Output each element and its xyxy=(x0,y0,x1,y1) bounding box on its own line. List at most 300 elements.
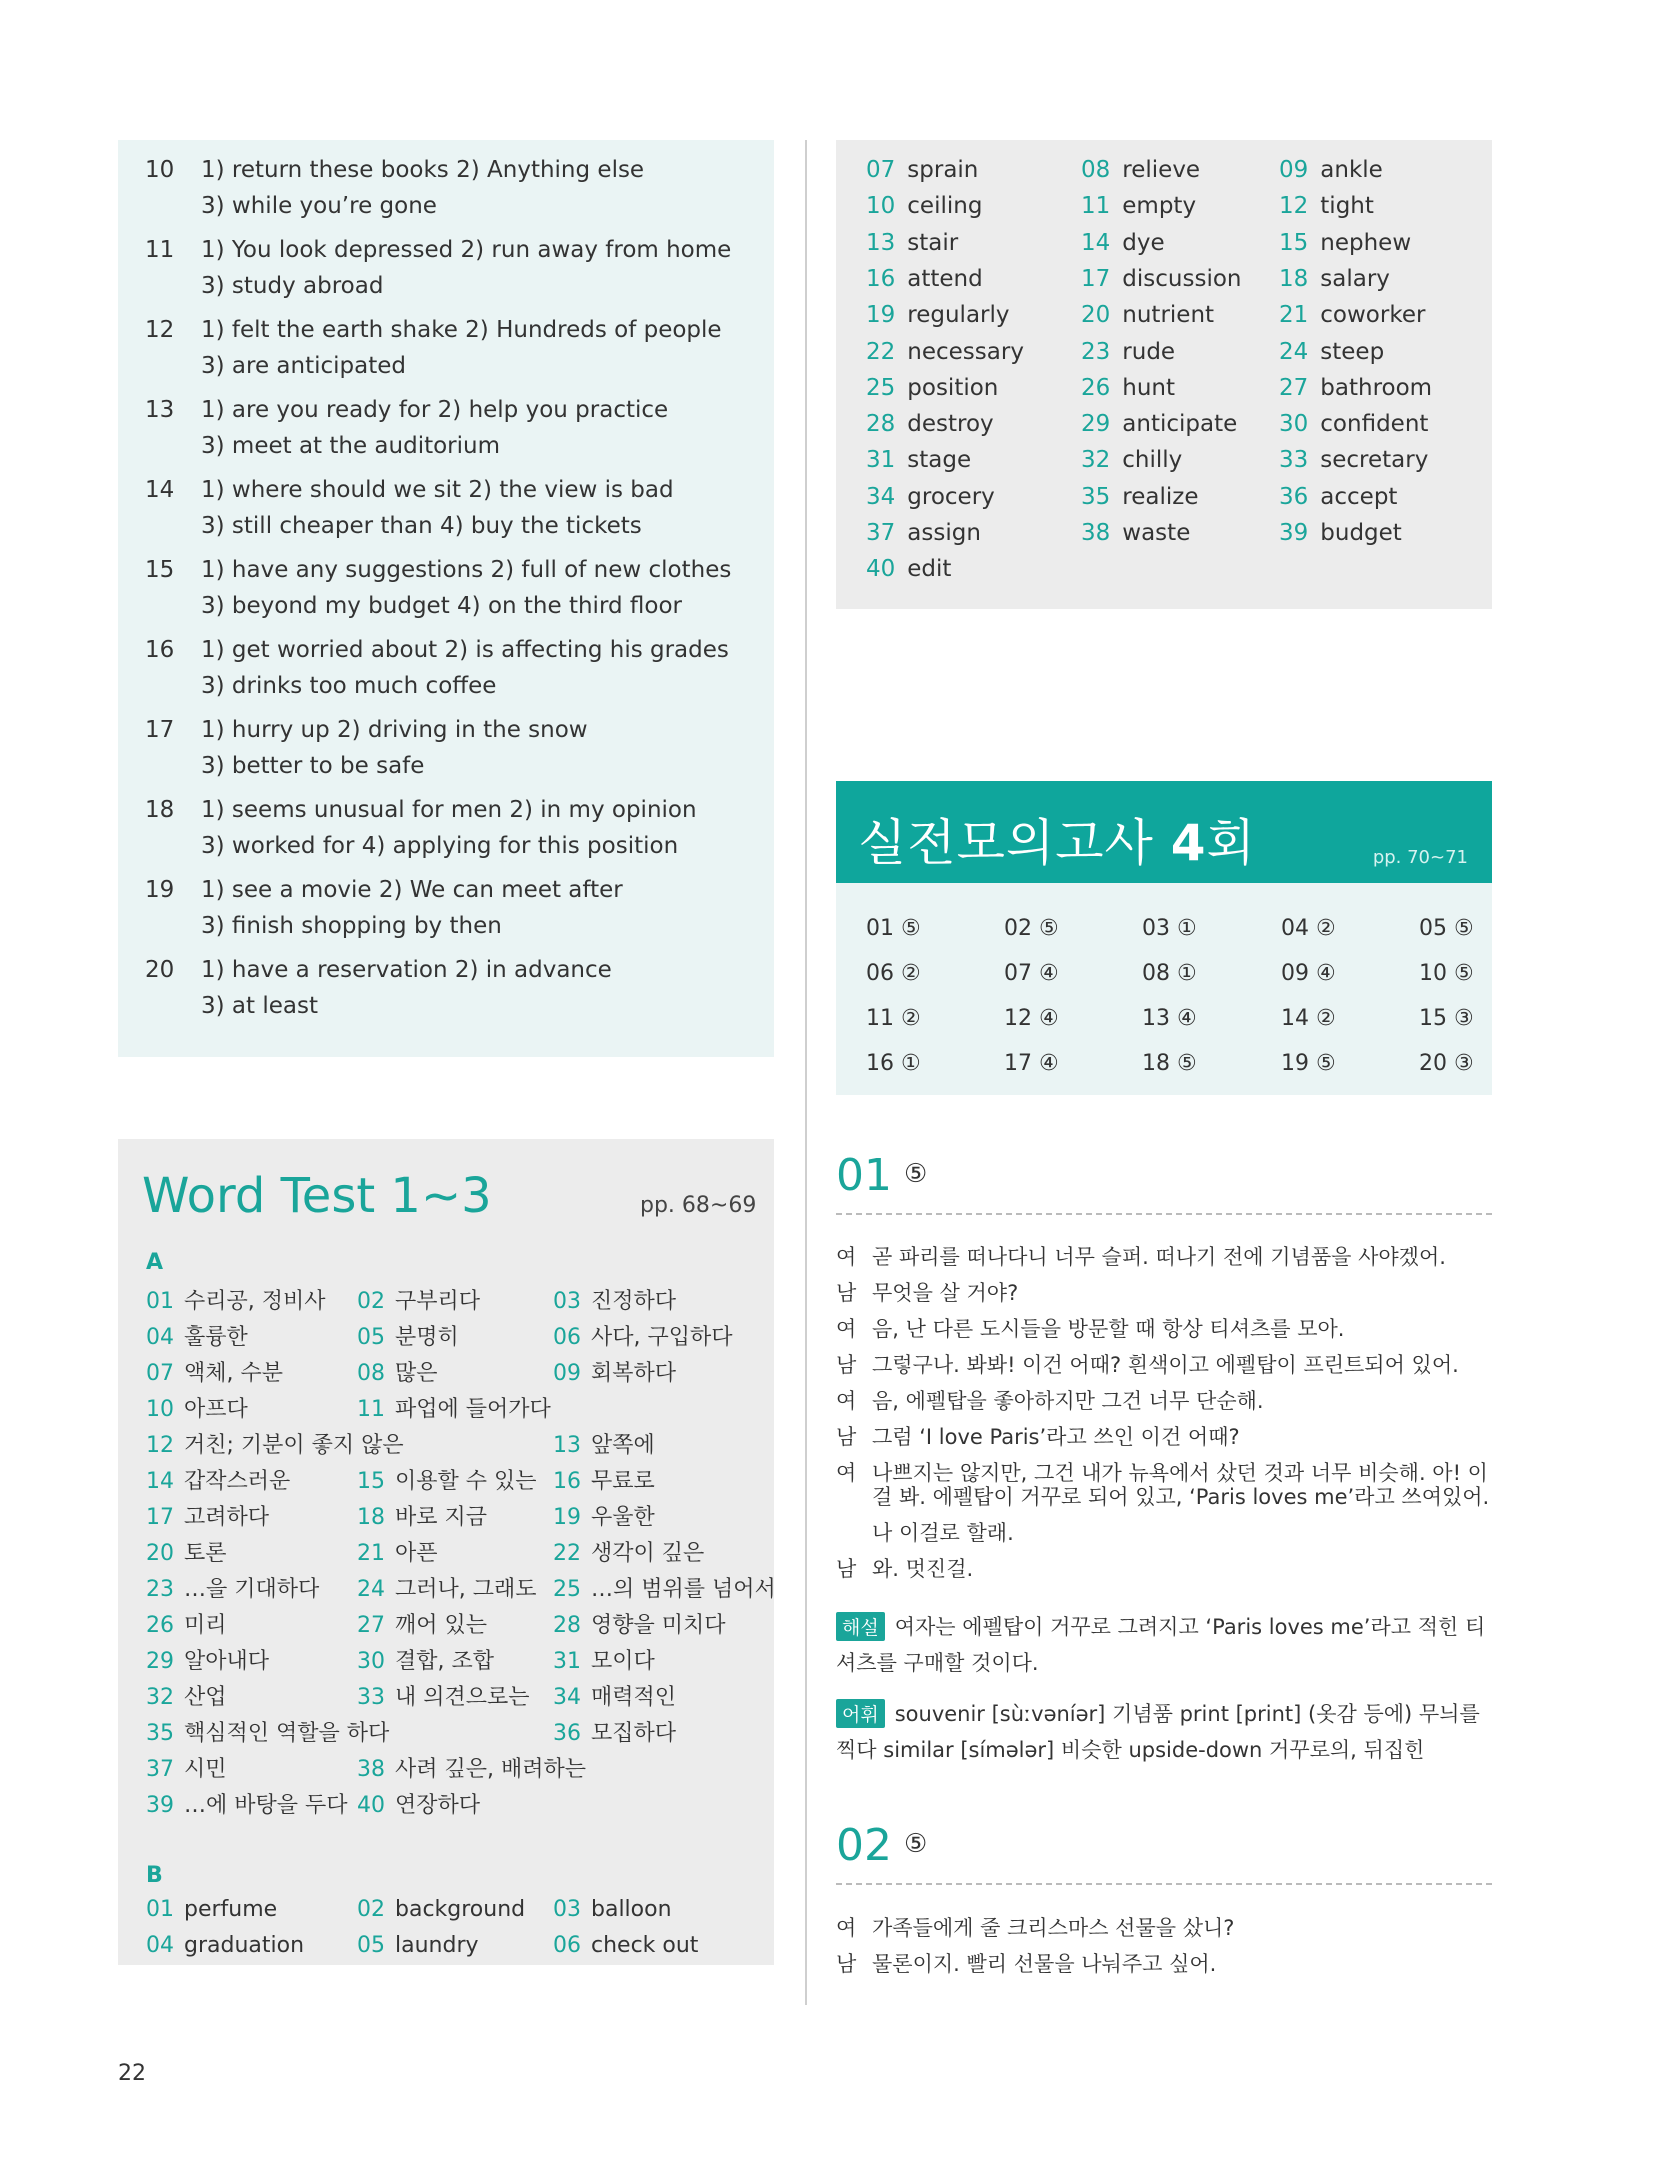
item-text: balloon xyxy=(591,1897,672,1922)
word-test-a-item xyxy=(146,1644,269,1675)
item-text: necessary xyxy=(907,338,1024,365)
vocab-item xyxy=(866,157,978,183)
item-number: 37 xyxy=(146,1757,174,1782)
word-test-a-item xyxy=(357,1752,586,1783)
word-test-a-item xyxy=(553,1320,733,1351)
explain-tag: 해설 xyxy=(836,1612,885,1641)
mock-answer: 11 ② xyxy=(866,1006,921,1031)
item-number: 01 xyxy=(146,1289,174,1314)
word-test-a-item xyxy=(357,1572,537,1603)
item-number: 12 xyxy=(1279,193,1309,220)
answer-line: 1) seems unusual for men 2) in my opinion xyxy=(201,797,697,823)
item-text: 훌륭한 xyxy=(184,1325,248,1350)
answer-line: 3) worked for 4) applying for this position xyxy=(201,833,679,859)
item-text: 내 의견으로는 xyxy=(395,1685,530,1710)
vocab-item xyxy=(1279,339,1384,365)
item-text: …의 범위를 넘어서 xyxy=(591,1577,776,1602)
item-number: 36 xyxy=(553,1721,581,1746)
item-text: relieve xyxy=(1122,157,1201,183)
item-number: 35 xyxy=(146,1721,174,1746)
item-number: 25 xyxy=(553,1577,581,1602)
item-text: empty xyxy=(1122,193,1197,220)
item-text: 토론 xyxy=(184,1541,227,1566)
word-test-a-item xyxy=(146,1356,283,1387)
vocab-item xyxy=(1081,302,1214,328)
item-text: 알아내다 xyxy=(184,1649,270,1674)
item-number: 38 xyxy=(1081,520,1111,546)
vocab-item xyxy=(1279,484,1397,510)
word-test-b-item xyxy=(553,1897,672,1922)
item-text: secretary xyxy=(1320,447,1429,474)
item-text: 무료로 xyxy=(591,1469,655,1494)
item-text: confident xyxy=(1320,411,1429,438)
item-number: 11 xyxy=(1081,193,1111,220)
column-divider xyxy=(805,140,807,2005)
item-number: 18 xyxy=(1279,265,1309,292)
item-text: sprain xyxy=(907,157,979,183)
word-test-a-item xyxy=(357,1608,487,1639)
item-text: attend xyxy=(907,265,983,292)
answer-line: 1) where should we sit 2) the view is bad xyxy=(201,477,674,503)
mock-answer: 01 ⑤ xyxy=(866,916,921,941)
item-number: 29 xyxy=(1081,411,1111,438)
word-test-a-item xyxy=(357,1356,438,1387)
word-test-a-item xyxy=(357,1644,494,1675)
word-test-a-item xyxy=(553,1500,655,1531)
word-test-a-item xyxy=(553,1608,726,1639)
line-text: 음, 에펠탑을 좋아하지만 그건 너무 단순해. xyxy=(872,1389,1264,1413)
speaker: 여 xyxy=(836,1245,857,1269)
word-test-a-item xyxy=(553,1428,655,1459)
item-text: accept xyxy=(1320,483,1398,510)
item-text: budget xyxy=(1320,520,1402,546)
answer-line: 3) better to be safe xyxy=(201,753,425,779)
item-number: 28 xyxy=(553,1613,581,1638)
item-text: stage xyxy=(907,447,972,474)
q01-explanation-2: 셔츠를 구매할 것이다. xyxy=(836,1651,1039,1675)
answer-number: 18 xyxy=(145,797,175,823)
item-number: 05 xyxy=(357,1325,385,1350)
item-number: 32 xyxy=(1081,447,1111,474)
item-number: 17 xyxy=(1081,265,1111,292)
item-number: 06 xyxy=(553,1325,581,1350)
vocab-item xyxy=(1081,266,1241,292)
item-number: 27 xyxy=(1279,374,1309,401)
answer-line: 1) have any suggestions 2) full of new clothes xyxy=(201,557,732,583)
item-text: dye xyxy=(1122,229,1165,256)
item-text: chilly xyxy=(1122,447,1183,474)
item-number: 09 xyxy=(553,1361,581,1386)
vocab-item xyxy=(1279,230,1411,256)
answer-line: 1) return these books 2) Anything else xyxy=(201,157,645,183)
item-number: 37 xyxy=(866,520,896,546)
mock-answer: 04 ② xyxy=(1281,916,1336,941)
item-text: 핵심적인 역할을 하다 xyxy=(184,1721,390,1746)
mock-answer: 08 ① xyxy=(1142,961,1197,986)
item-number: 18 xyxy=(357,1505,385,1530)
item-text: 매력적인 xyxy=(591,1685,677,1710)
answer-number: 15 xyxy=(145,557,175,583)
item-number: 26 xyxy=(146,1613,174,1638)
answer-number: 13 xyxy=(145,397,175,423)
vocab-item xyxy=(866,447,971,473)
answer-line: 3) at least xyxy=(201,993,318,1019)
mock-answer: 16 ① xyxy=(866,1051,921,1076)
item-number: 02 xyxy=(357,1897,385,1922)
mock-answer: 06 ② xyxy=(866,961,921,986)
item-number: 11 xyxy=(357,1397,385,1422)
word-test-b-item xyxy=(146,1933,304,1958)
line-text: 무엇을 살 거야? xyxy=(872,1281,1019,1305)
vocab-item xyxy=(1279,266,1390,292)
word-test-a-item xyxy=(553,1572,776,1603)
item-text: nephew xyxy=(1320,229,1412,256)
item-number: 28 xyxy=(866,411,896,438)
item-text: laundry xyxy=(395,1933,479,1958)
item-text: 모집하다 xyxy=(591,1721,677,1746)
item-number: 06 xyxy=(553,1933,581,1958)
item-text: anticipate xyxy=(1122,411,1238,438)
word-test-pages: pp. 68~69 xyxy=(640,1193,757,1218)
item-number: 08 xyxy=(357,1361,385,1386)
item-text: 결합, 조합 xyxy=(395,1649,494,1674)
item-text: 우울한 xyxy=(591,1505,655,1530)
item-text: 액체, 수분 xyxy=(184,1361,283,1386)
answer-line: 1) have a reservation 2) in advance xyxy=(201,957,612,983)
item-text: 거친; 기분이 좋지 않은 xyxy=(184,1433,404,1458)
line-text: 물론이지. 빨리 선물을 나눠주고 싶어. xyxy=(872,1952,1217,1976)
mock-answer: 02 ⑤ xyxy=(1004,916,1059,941)
vocab-item xyxy=(866,375,998,401)
item-text: nutrient xyxy=(1122,302,1215,329)
item-text: hunt xyxy=(1122,374,1176,401)
answer-line: 3) meet at the auditorium xyxy=(201,433,501,459)
item-text: 많은 xyxy=(395,1361,438,1386)
item-text: grocery xyxy=(907,483,995,510)
vocab-item xyxy=(1081,447,1182,473)
line-text: 가족들에게 줄 크리스마스 선물을 샀니? xyxy=(872,1916,1235,1940)
mock-test-title: 실전모의고사 4회 xyxy=(858,814,1256,872)
item-text: 영향을 미치다 xyxy=(591,1613,726,1638)
item-number: 33 xyxy=(357,1685,385,1710)
mock-answer: 13 ④ xyxy=(1142,1006,1197,1031)
q02-separator xyxy=(836,1883,1492,1885)
word-test-b-item xyxy=(553,1933,698,1958)
item-text: discussion xyxy=(1122,265,1242,292)
answer-line: 1) are you ready for 2) help you practice xyxy=(201,397,669,423)
word-test-b-item xyxy=(146,1897,277,1922)
item-text: graduation xyxy=(184,1933,305,1958)
item-number: 09 xyxy=(1279,157,1309,183)
item-number: 35 xyxy=(1081,483,1111,510)
mock-answer: 09 ④ xyxy=(1281,961,1336,986)
item-number: 15 xyxy=(357,1469,385,1494)
item-text: …을 기대하다 xyxy=(184,1577,320,1602)
vocab-item xyxy=(866,193,982,219)
item-number: 01 xyxy=(146,1897,174,1922)
section-a-label: A xyxy=(146,1250,164,1275)
answer-line: 1) felt the earth shake 2) Hundreds of people xyxy=(201,317,722,343)
word-test-a-item xyxy=(553,1680,676,1711)
word-test-a-item xyxy=(357,1680,530,1711)
word-test-a-item xyxy=(146,1608,227,1639)
answer-number: 17 xyxy=(145,717,175,743)
item-text: 파업에 들어가다 xyxy=(395,1397,551,1422)
item-number: 40 xyxy=(357,1793,385,1818)
item-text: 바로 지금 xyxy=(395,1505,488,1530)
item-number: 23 xyxy=(146,1577,174,1602)
item-text: 산업 xyxy=(184,1685,227,1710)
item-number: 08 xyxy=(1081,157,1111,183)
vocab-tag: 어휘 xyxy=(836,1699,885,1728)
item-text: 아프다 xyxy=(184,1397,248,1422)
item-number: 19 xyxy=(553,1505,581,1530)
item-text: 수리공, 정비사 xyxy=(184,1289,326,1314)
item-text: salary xyxy=(1320,265,1390,292)
item-text: steep xyxy=(1320,338,1385,365)
mock-test-header xyxy=(836,781,1492,883)
answer-line: 3) while you’re gone xyxy=(201,193,437,219)
vocab-item xyxy=(1081,193,1196,219)
item-number: 24 xyxy=(1279,338,1309,365)
answer-number: 16 xyxy=(145,637,175,663)
word-test-b-item xyxy=(357,1933,479,1958)
word-test-a-item xyxy=(553,1536,704,1567)
item-number: 39 xyxy=(1279,520,1309,546)
item-number: 36 xyxy=(1279,483,1309,510)
line-text: 나쁘지는 않지만, 그건 내가 뉴욕에서 샀던 것과 너무 비슷해. 아! 이 xyxy=(872,1461,1488,1485)
item-number: 22 xyxy=(866,338,896,365)
word-test-a-item xyxy=(357,1500,487,1531)
item-text: 고려하다 xyxy=(184,1505,270,1530)
vocab-item xyxy=(1081,484,1198,510)
word-test-a-item xyxy=(146,1788,348,1819)
item-text: 미리 xyxy=(184,1613,227,1638)
item-text: 깨어 있는 xyxy=(395,1613,488,1638)
mock-answer: 15 ③ xyxy=(1419,1006,1474,1031)
answer-number: 14 xyxy=(145,477,175,503)
item-number: 04 xyxy=(146,1933,174,1958)
q01-vocab: 어휘 souvenir [sùːvəníər] 기념품 print [print] (옷감 등에) 무늬를 xyxy=(836,1698,1480,1728)
mock-answer: 19 ⑤ xyxy=(1281,1051,1336,1076)
page-number: 22 xyxy=(118,2061,146,2086)
item-number: 19 xyxy=(866,302,896,329)
speaker: 여 xyxy=(836,1461,857,1485)
item-number: 26 xyxy=(1081,374,1111,401)
item-number: 30 xyxy=(1279,411,1309,438)
item-text: rude xyxy=(1122,338,1176,365)
item-text: …에 바탕을 두다 xyxy=(184,1793,348,1818)
item-number: 15 xyxy=(1279,229,1309,256)
item-number: 07 xyxy=(146,1361,174,1386)
vocab-item xyxy=(866,302,1010,328)
vocab-item xyxy=(1279,375,1432,401)
item-number: 34 xyxy=(866,483,896,510)
word-test-a-item xyxy=(357,1284,480,1315)
answer-line: 3) still cheaper than 4) buy the tickets xyxy=(201,513,642,539)
word-test-a-item xyxy=(146,1572,319,1603)
item-text: check out xyxy=(591,1933,699,1958)
q01-vocab-2: 찍다 similar [símələr] 비슷한 upside-down 거꾸로의, 뒤집힌 xyxy=(836,1738,1425,1762)
vocab-item xyxy=(866,520,981,546)
q01-separator xyxy=(836,1213,1492,1215)
item-text: background xyxy=(395,1897,526,1922)
item-text: edit xyxy=(907,556,952,583)
item-number: 21 xyxy=(357,1541,385,1566)
item-number: 38 xyxy=(357,1757,385,1782)
item-number: 05 xyxy=(357,1933,385,1958)
item-number: 16 xyxy=(553,1469,581,1494)
vocab-item xyxy=(866,339,1024,365)
vocab-item xyxy=(866,484,995,510)
vocab-item xyxy=(866,556,951,582)
item-number: 27 xyxy=(357,1613,385,1638)
item-text: 생각이 깊은 xyxy=(591,1541,705,1566)
item-text: 앞쪽에 xyxy=(591,1433,655,1458)
item-text: ankle xyxy=(1320,157,1383,183)
item-text: 이용할 수 있는 xyxy=(395,1469,537,1494)
item-number: 16 xyxy=(866,265,896,292)
word-test-b-item xyxy=(357,1897,525,1922)
item-text: 아픈 xyxy=(395,1541,438,1566)
word-test-title: Word Test 1~3 xyxy=(142,1168,492,1224)
word-test-a-item xyxy=(357,1464,537,1495)
item-number: 21 xyxy=(1279,302,1309,329)
vocab-item xyxy=(1081,375,1175,401)
speaker: 남 xyxy=(836,1952,857,1976)
item-number: 31 xyxy=(866,447,896,474)
item-number: 03 xyxy=(553,1897,581,1922)
line-text: 그럼 ‘I love Paris’라고 쓰인 이건 어때? xyxy=(872,1425,1240,1449)
line-text: 음, 난 다른 도시들을 방문할 때 항상 티셔츠를 모아. xyxy=(872,1317,1345,1341)
word-test-a-item xyxy=(146,1680,227,1711)
q01-dialogue-cont-2: 나 이걸로 할래. xyxy=(872,1521,1014,1545)
word-test-a-item xyxy=(553,1284,676,1315)
mock-answer: 10 ⑤ xyxy=(1419,961,1474,986)
answer-line: 1) get worried about 2) is affecting his grades xyxy=(201,637,729,663)
word-test-a-item xyxy=(146,1500,269,1531)
answer-line: 1) hurry up 2) driving in the snow xyxy=(201,717,588,743)
mock-answer: 17 ④ xyxy=(1004,1051,1059,1076)
item-text: waste xyxy=(1122,520,1191,546)
item-number: 04 xyxy=(146,1325,174,1350)
q01-explanation: 해설 여자는 에펠탑이 거꾸로 그려지고 ‘Paris loves me’라고 적힌 티 xyxy=(836,1611,1485,1641)
item-text: ceiling xyxy=(907,193,983,220)
item-text: destroy xyxy=(907,411,994,438)
item-text: 분명히 xyxy=(395,1325,459,1350)
item-text: tight xyxy=(1320,193,1374,220)
mock-answer: 14 ② xyxy=(1281,1006,1336,1031)
answer-line: 3) study abroad xyxy=(201,273,384,299)
word-test-a-item xyxy=(553,1464,655,1495)
mock-answer: 03 ① xyxy=(1142,916,1197,941)
item-text: 연장하다 xyxy=(395,1793,481,1818)
speaker: 여 xyxy=(836,1916,857,1940)
item-number: 03 xyxy=(553,1289,581,1314)
word-test-a-item xyxy=(357,1788,480,1819)
answer-line: 3) beyond my budget 4) on the third floor xyxy=(201,593,682,619)
item-number: 40 xyxy=(866,556,896,583)
item-text: position xyxy=(907,374,999,401)
vocab-item xyxy=(1081,339,1175,365)
item-number: 25 xyxy=(866,374,896,401)
item-number: 33 xyxy=(1279,447,1309,474)
word-test-a-item xyxy=(357,1536,438,1567)
q01-heading: 01 ⑤ xyxy=(836,1150,928,1201)
section-b-label: B xyxy=(146,1863,163,1888)
vocab-item xyxy=(1279,193,1374,219)
item-number: 23 xyxy=(1081,338,1111,365)
item-number: 10 xyxy=(146,1397,174,1422)
q01-dialogue-cont-1: 걸 봐. 에펠탑이 거꾸로 되어 있고, ‘Paris loves me’라고 쓰여있어. xyxy=(872,1485,1490,1509)
item-number: 13 xyxy=(553,1433,581,1458)
speaker: 남 xyxy=(836,1281,857,1305)
item-number: 31 xyxy=(553,1649,581,1674)
mock-answer: 12 ④ xyxy=(1004,1006,1059,1031)
q02-heading: 02 ⑤ xyxy=(836,1820,928,1871)
vocab-item xyxy=(1081,411,1237,437)
vocab-item xyxy=(1279,411,1428,437)
answer-number: 20 xyxy=(145,957,175,983)
vocab-item xyxy=(1279,520,1402,546)
vocab-item xyxy=(1279,302,1425,328)
item-number: 02 xyxy=(357,1289,385,1314)
word-test-a-item xyxy=(146,1392,248,1423)
line-text: 그렇구나. 봐봐! 이건 어때? 흰색이고 에펠탑이 프린트되어 있어. xyxy=(872,1353,1459,1377)
item-number: 17 xyxy=(146,1505,174,1530)
item-number: 12 xyxy=(146,1433,174,1458)
word-test-a-item xyxy=(146,1284,326,1315)
word-test-a-item xyxy=(146,1716,389,1747)
item-text: regularly xyxy=(907,302,1010,329)
answer-number: 12 xyxy=(145,317,175,343)
word-test-a-item xyxy=(146,1320,248,1351)
vocab-item xyxy=(1081,230,1165,256)
speaker: 여 xyxy=(836,1389,857,1413)
item-number: 20 xyxy=(146,1541,174,1566)
vocab-item xyxy=(866,266,983,292)
word-test-a-item xyxy=(146,1752,227,1783)
mock-test-pages: pp. 70~71 xyxy=(1372,847,1468,868)
vocab-item xyxy=(1279,157,1383,183)
item-text: 시민 xyxy=(184,1757,227,1782)
speaker: 여 xyxy=(836,1317,857,1341)
item-text: realize xyxy=(1122,483,1199,510)
answer-line: 3) drinks too much coffee xyxy=(201,673,497,699)
item-number: 07 xyxy=(866,157,896,183)
vocab-item xyxy=(1081,520,1190,546)
word-test-a-item xyxy=(553,1716,676,1747)
item-text: 갑작스러운 xyxy=(184,1469,291,1494)
item-number: 14 xyxy=(146,1469,174,1494)
word-test-a-item xyxy=(146,1464,290,1495)
item-number: 32 xyxy=(146,1685,174,1710)
word-test-a-item xyxy=(553,1356,676,1387)
vocab-item xyxy=(866,411,994,437)
answer-number: 19 xyxy=(145,877,175,903)
speaker: 남 xyxy=(836,1353,857,1377)
word-test-a-item xyxy=(146,1428,404,1459)
word-test-a-item xyxy=(553,1644,655,1675)
item-text: 진정하다 xyxy=(591,1289,677,1314)
item-number: 34 xyxy=(553,1685,581,1710)
item-number: 22 xyxy=(553,1541,581,1566)
item-number: 24 xyxy=(357,1577,385,1602)
item-text: 구부리다 xyxy=(395,1289,481,1314)
item-text: 사려 깊은, 배려하는 xyxy=(395,1757,586,1782)
answer-line: 1) see a movie 2) We can meet after xyxy=(201,877,623,903)
line-text: 곧 파리를 떠나다니 너무 슬퍼. 떠나기 전에 기념품을 사야겠어. xyxy=(872,1245,1446,1269)
